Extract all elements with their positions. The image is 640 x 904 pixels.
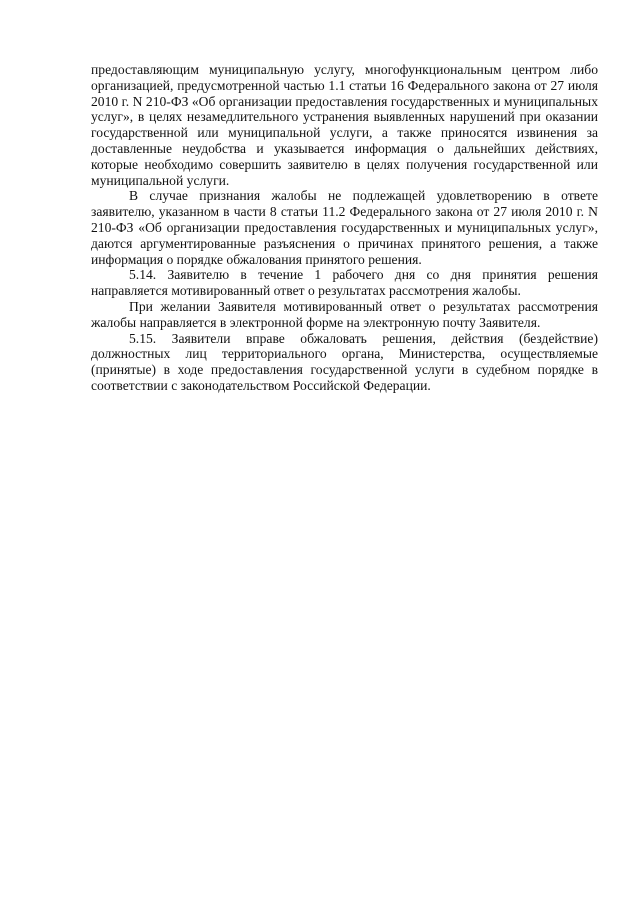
paragraph-continuation-apology: предоставляющим муниципальную услугу, многофункциональным центром либо организацией, предусмотренной частью 1.1 статьи 16 Федерального закона от 27 июля 2010 г. N 210-ФЗ «Об организации предоставления государственных и муниципальных услуг», в целях незамедлительного устранения выявленных нарушений при оказании государственной или муниципальной услуги, а также приносятся извинения за доставленные неудобства и указывается информация о дальнейших действиях, которые необходимо совершить заявителю в целях получения государственной или муниципальной услуги. [91,62,598,188]
document-body [91,62,598,394]
paragraph-5-15-judicial-appeal: 5.15. Заявители вправе обжаловать решения, действия (бездействие) должностных лиц территориального органа, Министерства, осуществляемые (принятые) в ходе предоставления государственной услуги в судебном порядке в соответствии с законодательством Российской Федерации. [91,330,598,393]
paragraph-electronic-response: При желании Заявителя мотивированный ответ о результатах рассмотрения жалобы направляется в электронной форме на электронную почту Заявителя. [91,298,598,330]
paragraph-complaint-rejection: В случае признания жалобы не подлежащей удовлетворению в ответе заявителю, указанном в части 8 статьи 11.2 Федерального закона от 27 июля 2010 г. N 210-ФЗ «Об организации предоставления государственных и муниципальных услуг», даются аргументированные разъяснения о причинах принятого решения, а также информация о порядке обжалования принятого решения. [91,188,598,267]
paragraph-5-14-response-deadline: 5.14. Заявителю в течение 1 рабочего дня со дня принятия решения направляется мотивированный ответ о результатах рассмотрения жалобы. [91,267,598,299]
